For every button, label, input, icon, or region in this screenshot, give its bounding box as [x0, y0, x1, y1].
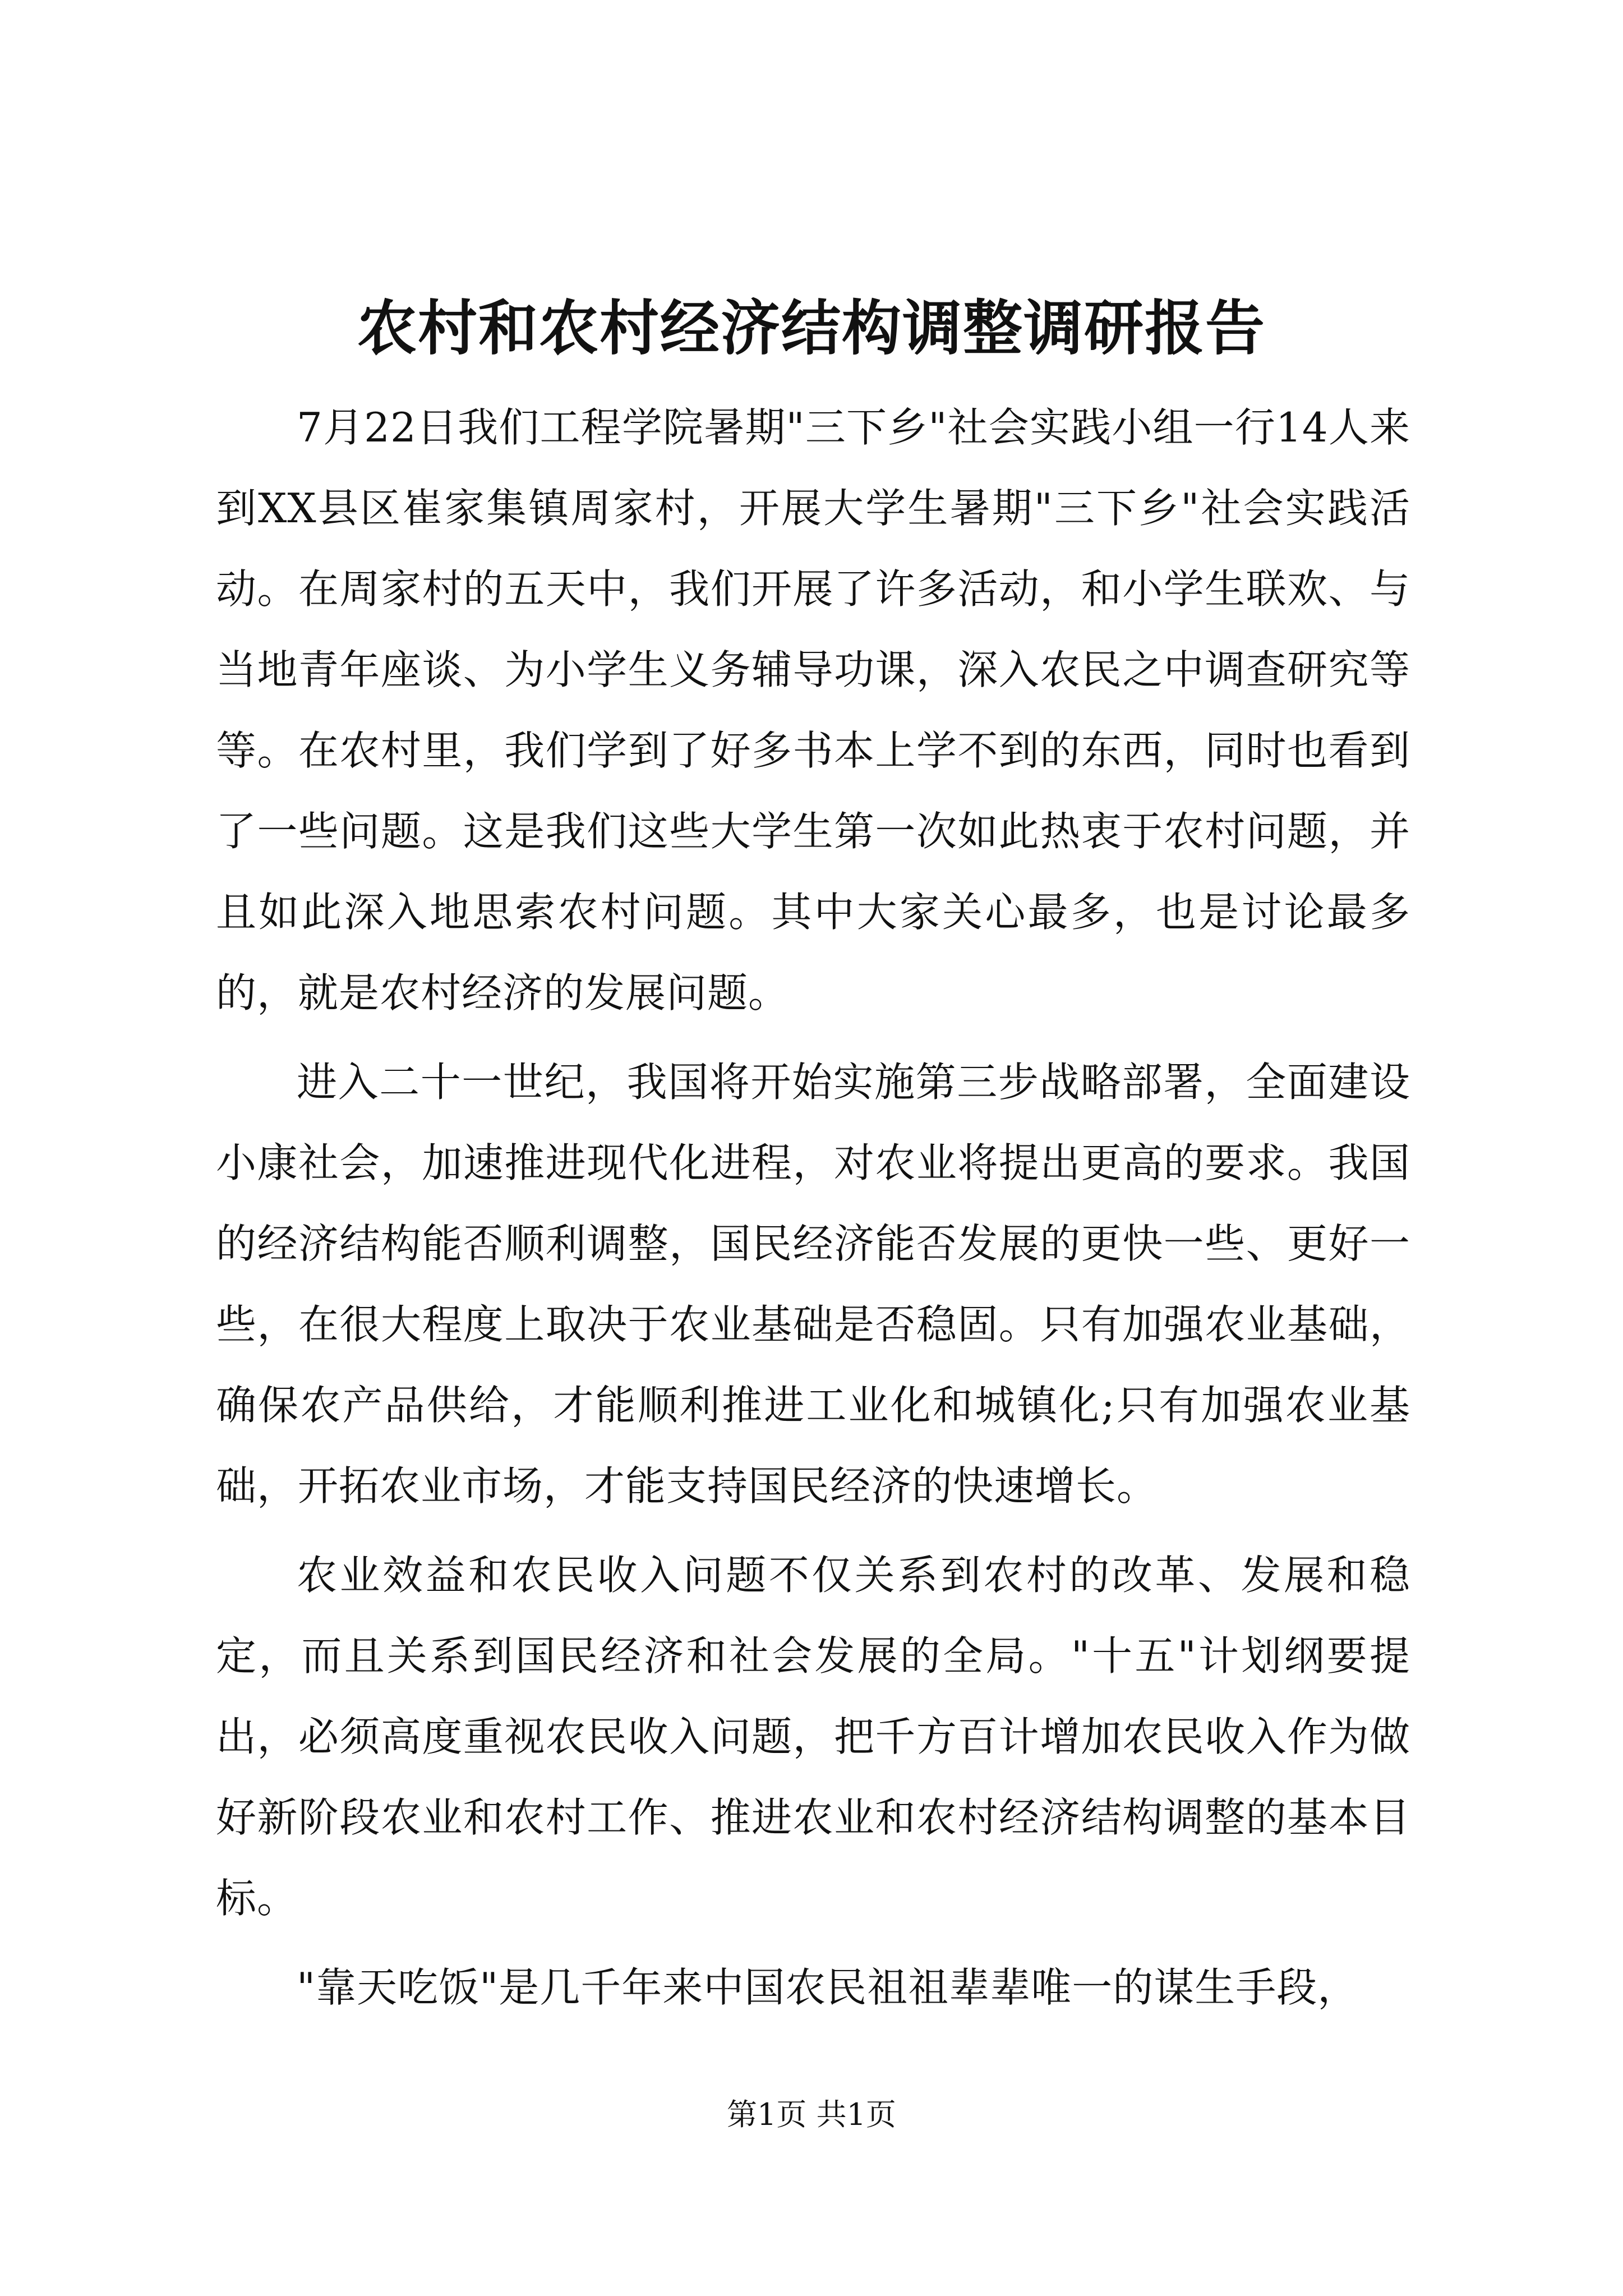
paragraph-2: 进入二十一世纪，我国将开始实施第三步战略部署，全面建设小康社会，加速推进现代化进程，对农业将提出更高的要求。我国的经济结构能否顺利调整，国民经济能否发展的更快一些、更好一些，在很大程度上取决于农业基础是否稳固。只有加强农业基础，确保农产品供给，才能顺利推进工业化和城镇化;只有加强农业基础，开拓农业市场，才能支持国民经济的快速增长。: [216, 1059, 1410, 1510]
paragraph-3: 农业效益和农民收入问题不仅关系到农村的改革、发展和稳定，而且关系到国民经济和社会发展的全局。"十五"计划纲要提出，必须高度重视农民收入问题，把千方百计增加农民收入作为做好新阶段农业和农村工作、推进农业和农村经济结构调整的基本目标。: [216, 1552, 1410, 1922]
document-title: 农村和农村经济结构调整调研报告: [357, 293, 1266, 363]
document-body: [216, 387, 1410, 2036]
page-number-label: 第1页 共1页: [727, 2097, 896, 2132]
paragraph-4: "靠天吃饭"是几千年来中国农民祖祖辈辈唯一的谋生手段，: [297, 1964, 1359, 2011]
paragraph-1: 7月22日我们工程学院暑期"三下乡"社会实践小组一行14人来到XX县区崔家集镇周家村，开展大学生暑期"三下乡"社会实践活动。在周家村的五天中，我们开展了许多活动，和小学生联欢、与当地青年座谈、为小学生义务辅导功课，深入农民之中调查研究等等。在农村里，我们学到了好多书本上学不到的东西，同时也看到了一些问题。这是我们这些大学生第一次如此热衷于农村问题，并且如此深入地思索农村问题。其中大家关心最多，也是讨论最多的，就是农村经济的发展问题。: [216, 404, 1410, 1016]
page-footer: [0, 2092, 1623, 2137]
